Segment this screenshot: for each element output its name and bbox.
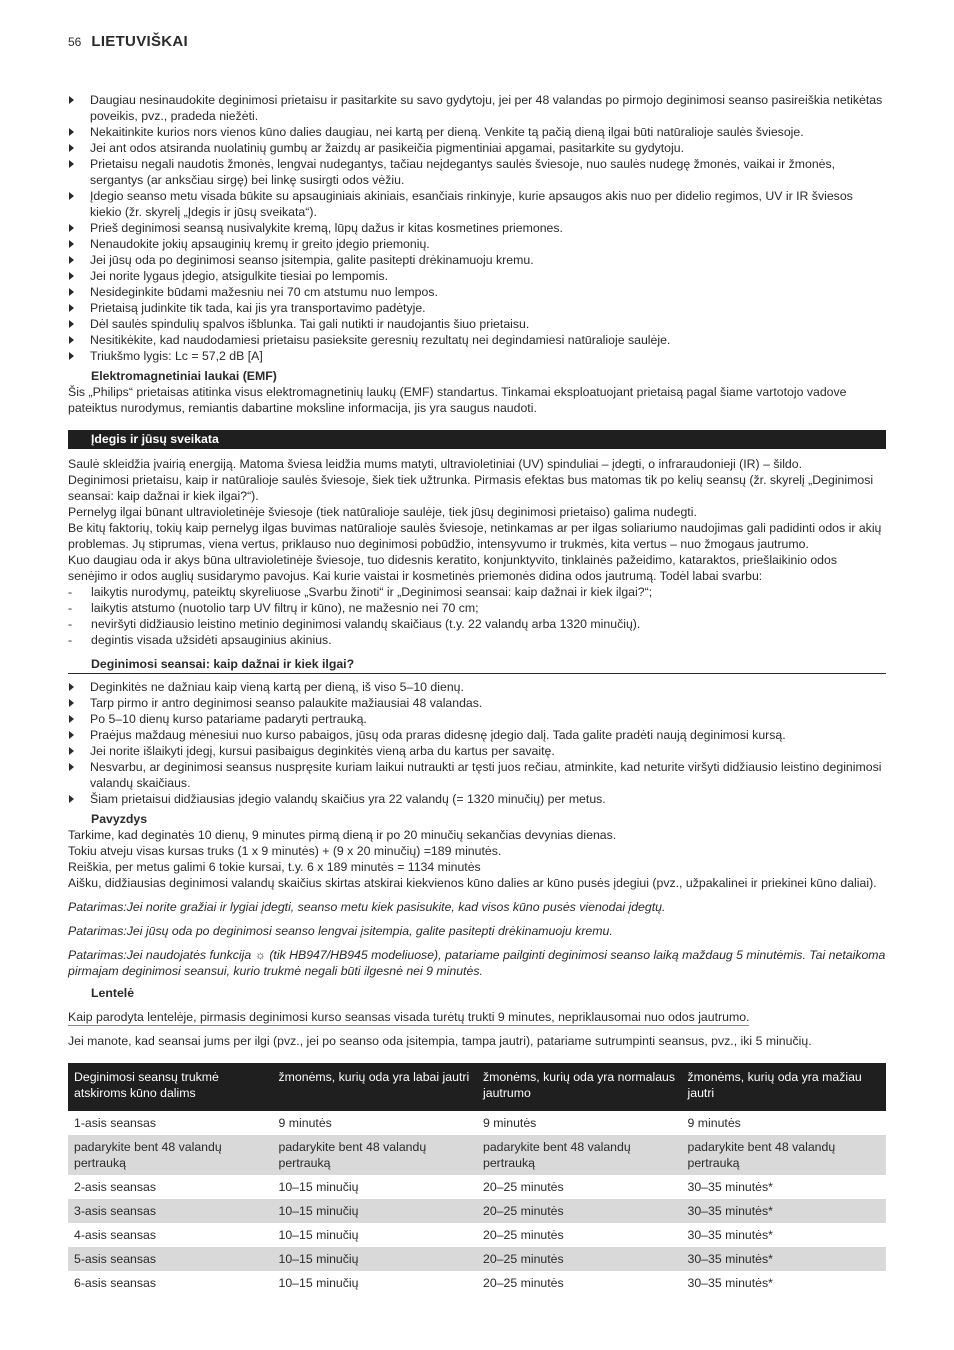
list-item: - laikytis atstumo (nuotolio tarp UV filtrų ir kūno), ne mažesnio nei 70 cm; (68, 600, 886, 616)
table-cell: 20–25 minutės (477, 1199, 682, 1223)
table-cell: 10–15 minučių (273, 1199, 478, 1223)
column-header: žmonėms, kurių oda yra labai jautri (273, 1063, 478, 1111)
tip-3-text-start: Patarimas:Jei naudojatės funkcija (68, 948, 252, 962)
table-cell: 10–15 minučių (273, 1247, 478, 1271)
table-cell: padarykite bent 48 valandų pertrauką (682, 1135, 887, 1175)
table-heading: Lentelė (91, 986, 135, 1000)
table-header-row (68, 1063, 886, 1111)
page-number: 56 (68, 35, 82, 49)
tip-1: Patarimas:Jei norite gražiai ir lygiai įdegti, seanso metu kiek pasisukite, kad visos kūno pusės vienodai įdegtų. (68, 900, 666, 914)
sessions-heading: Deginimosi seansai: kaip dažnai ir kiek ilgai? (68, 656, 886, 674)
table-cell: 30–35 minutės* (687, 1180, 773, 1194)
list-item: Dėl saulės spindulių spalvos išblunka. Tai gali nutikti ir naudojantis šiuo prietaisu. (68, 316, 886, 332)
table-cell: 1-asis seansas (74, 1116, 157, 1130)
example-line: Tokiu atveju visas kursas truks (1 x 9 minutės) + (9 x 20 minučių) =189 minutės. (68, 844, 502, 858)
table-row (68, 1175, 886, 1199)
example-line: Reiškia, per metus galimi 6 tokie kursai, t.y. 6 x 189 minutės = 1134 minutės (68, 860, 481, 874)
emf-heading: Elektromagnetiniai laukai (EMF) (91, 369, 277, 383)
list-item: Nesitikėkite, kad naudodamiesi prietaisu pasieksite geresnių rezultatų nei degindamiesi natūralioje saulėje. (68, 332, 886, 348)
section-title-health: Įdegis ir jūsų sveikata (68, 430, 886, 449)
table-cell: padarykite bent 48 valandų pertrauką (68, 1135, 273, 1175)
table-intro-note: Jei manote, kad seansai jums per ilgi (pvz., jei po seanso oda įsitempia, tampa jautri), patariame sutrumpinti seansus, pvz., iki 5 minučių. (68, 1034, 812, 1048)
table-cell: 4-asis seansas (74, 1228, 157, 1242)
list-item: Jei norite lygaus įdegio, atsigulkite tiesiai po lempomis. (68, 268, 886, 284)
table-row (68, 1247, 886, 1271)
list-item: Prietaisu negali naudotis žmonės, lengvai nudegantys, tačiau neįdegantys saulės šviesoje, nuo saulės nudegę žmonės, vaikai ir žmonės, sergantys (ar anksčiau sirgę) bei linkę susirgti odos vėžiu. (68, 156, 886, 188)
table-cell: 20–25 minutės (483, 1228, 564, 1242)
health-dash-list (68, 584, 886, 648)
example-heading: Pavyzdys (91, 812, 148, 826)
tanning-session-table (68, 1063, 886, 1295)
list-item: Šiam prietaisui didžiausias įdegio valandų skaičius yra 22 valandų (= 1320 minučių) per metus. (68, 791, 886, 807)
table-cell: padarykite bent 48 valandų pertrauką (477, 1135, 682, 1175)
tip-3-text-end: (tik HB947/HB945 modeliuose), patariame pailginti deginimosi seanso laiką maždaug 5 minutėmis. Tai netaikoma pirmajam deginimosi seansui, kurio trukmė negali būti ilgesnė nei 9 minutės. (68, 948, 886, 978)
table-cell: 6-asis seansas (74, 1276, 157, 1290)
list-item: Prietaisą judinkite tik tada, kai jis yra transportavimo padėtyje. (68, 300, 886, 316)
list-item: Tarp pirmo ir antro deginimosi seanso palaukite mažiausiai 48 valandas. (68, 695, 886, 711)
example-line: Tarkime, kad deginatės 10 dienų, 9 minutes pirmą dieną ir po 20 minučių sekančias devynias dienas. (68, 828, 617, 842)
column-header: žmonėms, kurių oda yra mažiau jautri (682, 1063, 887, 1111)
table-cell: 20–25 minutės (483, 1276, 564, 1290)
table-cell: 9 minutės (278, 1116, 332, 1130)
page-header (68, 33, 188, 50)
list-item: - laikytis nurodymų, pateiktų skyreliuose „Svarbu žinoti“ ir „Deginimosi seansai: kaip dažnai ir kiek ilgai?“; (68, 584, 886, 600)
table-cell: 30–35 minutės* (682, 1199, 887, 1223)
health-paragraph: Be kitų faktorių, tokių kaip pernelyg ilgas buvimas natūralioje saulės šviesoje, netinkamas ar per ilgas soliariumo naudojimas gali padidinti odos ir akių problemas. Jų stiprumas, viena vertus, priklauso nuo deginimosi pobūdžio, intensyvumo ir trukmės, kita vertus – nuo žmogaus jautrumo. (68, 521, 882, 551)
table-row (68, 1223, 886, 1247)
list-item: - neviršyti didžiausio leistino metinio deginimosi valandų skaičiaus (t.y. 22 valandų arba 1320 minučių). (68, 616, 886, 632)
table-cell: 30–35 minutės* (687, 1276, 773, 1290)
list-item: Po 5–10 dienų kurso patariame padaryti pertrauką. (68, 711, 886, 727)
table-row (68, 1111, 886, 1135)
safety-bullet-list (68, 92, 886, 364)
table-cell: 3-asis seansas (68, 1199, 273, 1223)
example-line: Aišku, didžiausias deginimosi valandų skaičius skirtas atskirai kiekvienos kūno dalies ar kūno pusės įdegiui (pvz., užpakalinei ir priekinei kūno daliai). (68, 876, 877, 890)
list-item: Nesvarbu, ar deginimosi seansus nuspręsite kuriam laikui nutraukti ar tęsti juos rečiau, atminkite, kad neturite viršyti didžiausio leistino deginimosi valandų skaičiaus. (68, 759, 886, 791)
list-item: Prieš deginimosi seansą nusivalykite kremą, lūpų dažus ir kitas kosmetines priemones. (68, 220, 886, 236)
table-cell: 9 minutės (483, 1116, 537, 1130)
tip-2: Patarimas:Jei jūsų oda po deginimosi seanso lengvai įsitempia, galite pasitepti drėkinamuoju kremu. (68, 924, 613, 938)
table-cell: 9 minutės (687, 1116, 741, 1130)
health-paragraph: Pernelyg ilgai būnant ultravioletinėje šviesoje (tiek natūralioje saulėje, tiek jūsų deginimosi prietaiso) galima nudegti. (68, 505, 697, 519)
table-cell: 20–25 minutės (483, 1180, 564, 1194)
list-item: Jei norite išlaikyti įdegį, kursui pasibaigus deginkitės vieną arba du kartus per savaitę. (68, 743, 886, 759)
table-row (68, 1135, 886, 1175)
list-item: - degintis visada užsidėti apsauginius akinius. (68, 632, 886, 648)
table-cell: 5-asis seansas (68, 1247, 273, 1271)
list-item: Triukšmo lygis: Lc = 57,2 dB [A] (68, 348, 886, 364)
table-intro-emphasis: Kaip parodyta lentelėje, pirmasis deginimosi kurso seansas visada turėtų trukti 9 minutes, nepriklausomai nuo odos jautrumo. (68, 1010, 750, 1024)
column-header: Deginimosi seansų trukmė atskiroms kūno dalims (68, 1063, 273, 1111)
sessions-bullet-list (68, 679, 886, 807)
list-item: Daugiau nesinaudokite deginimosi prietaisu ir pasitarkite su savo gydytoju, jei per 48 valandas po pirmojo deginimosi seanso pasireiškia netikėtas poveikis, pvz., pradeda niežėti. (68, 92, 886, 124)
language-title: LIETUVIŠKAI (91, 33, 188, 50)
table-cell: 10–15 minučių (278, 1228, 359, 1242)
table-cell: 2-asis seansas (74, 1180, 157, 1194)
table-row (68, 1271, 886, 1295)
list-item: Nekaitinkite kurios nors vienos kūno dalies daugiau, nei kartą per dieną. Venkite tą pačią dieną ilgai būti natūralioje saulės šviesoje. (68, 124, 886, 140)
table-cell: 30–35 minutės* (687, 1228, 773, 1242)
table-row (68, 1199, 886, 1223)
table-cell: 30–35 minutės* (682, 1247, 887, 1271)
table-cell: 20–25 minutės (477, 1247, 682, 1271)
health-paragraph: Deginimosi prietaisu, kaip ir natūralioje saulės šviesoje, šiek tiek užtrunka. Pirmasis efektas bus matomas tik po kelių seansų (žr. skyrelį „Deginimosi seansai: kaip dažnai ir kiek ilgai?“). (68, 473, 874, 503)
tip-3 (68, 947, 886, 979)
list-item: Nenaudokite jokių apsauginių kremų ir greito įdegio priemonių. (68, 236, 886, 252)
health-paragraph: Kuo daugiau oda ir akys būna ultravioletinėje šviesoje, tuo didesnis keratito, konjunktyvito, tinklainės pažeidimo, kataraktos, priešlaikinio odos senėjimo ir odos auglių susidarymo pavojus. Kai kurie vaistai ir kosmetinės priemonės didina odos jautrumą. Todėl labai svarbu: (68, 553, 837, 583)
health-paragraph: Saulė skleidžia įvairią energiją. Matoma šviesa leidžia mums matyti, ultravioletiniai (UV) spinduliai – įdegti, o infraraudonieji (IR) – šildo. (68, 457, 803, 471)
page-content (68, 92, 886, 1295)
sun-icon: ☼ (254, 948, 266, 962)
list-item: Praėjus maždaug mėnesiui nuo kurso pabaigos, jūsų oda praras didesnę įdegio dalį. Tada galite pradėti naują deginimosi kursą. (68, 727, 886, 743)
column-header: žmonėms, kurių oda yra normalaus jautrumo (477, 1063, 682, 1111)
list-item: Deginkitės ne dažniau kaip vieną kartą per dieną, iš viso 5–10 dienų. (68, 679, 886, 695)
list-item: Įdegio seanso metu visada būkite su apsauginiais akiniais, esančiais rinkinyje, kurie apsaugos akis nuo per didelio regimos, UV ir IR šviesos kiekio (žr. skyrelį „Įdegis ir jūsų sveikata“). (68, 188, 886, 220)
list-item: Nesideginkite būdami mažesniu nei 70 cm atstumu nuo lempos. (68, 284, 886, 300)
table-cell: padarykite bent 48 valandų pertrauką (273, 1135, 478, 1175)
list-item: Jei jūsų oda po deginimosi seanso įsitempia, galite pasitepti drėkinamuoju kremu. (68, 252, 886, 268)
table-cell: 10–15 minučių (278, 1276, 359, 1290)
emf-text: Šis „Philips“ prietaisas atitinka visus elektromagnetinių laukų (EMF) standartus. Tinkamai eksploatuojant prietaisą pagal šiame vartotojo vadove pateiktus nurodymus, remiantis dabartine moksline informacija, jis yra saugus naudoti. (68, 385, 847, 415)
table-cell: 10–15 minučių (278, 1180, 359, 1194)
list-item: Jei ant odos atsiranda nuolatinių gumbų ar žaizdų ar pasikeičia pigmentiniai apgamai, pasitarkite su gydytoju. (68, 140, 886, 156)
